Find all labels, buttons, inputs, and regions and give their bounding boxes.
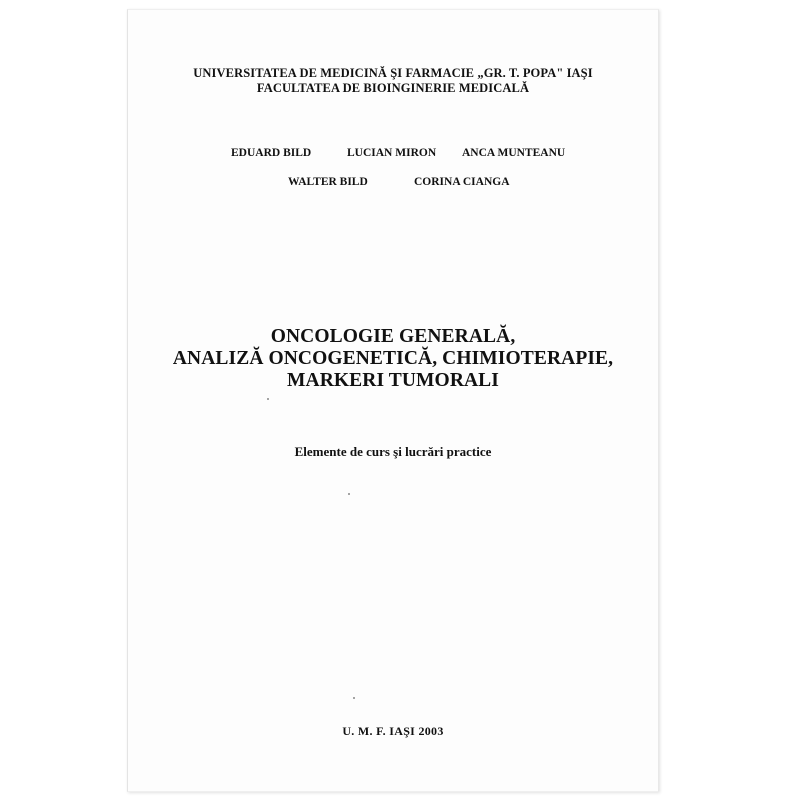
university-name: UNIVERSITATEA DE MEDICINĂ ŞI FARMACIE „GR. T. POPA" IAŞI	[193, 66, 593, 80]
publisher-imprint: U. M. F. IAŞI 2003	[342, 724, 444, 738]
paper-speck	[348, 493, 350, 495]
paper-speck	[353, 697, 355, 699]
author-name: WALTER BILD	[288, 176, 368, 188]
title-line-2: ANALIZĂ ONCOGENETICĂ, CHIMIOTERAPIE,	[172, 348, 614, 369]
title-line-1: ONCOLOGIE GENERALĂ,	[270, 326, 516, 347]
author-name: ANCA MUNTEANU	[462, 147, 566, 159]
author-name: EDUARD BILD	[231, 147, 312, 159]
book-subtitle: Elemente de curs şi lucrări practice	[294, 444, 492, 459]
document-page	[127, 9, 659, 792]
paper-speck	[267, 398, 269, 400]
author-name: CORINA CIANGA	[414, 176, 510, 188]
title-line-3: MARKERI TUMORALI	[287, 370, 499, 391]
faculty-name: FACULTATEA DE BIOINGINERIE MEDICALĂ	[256, 81, 530, 95]
institution-header	[128, 66, 658, 96]
author-name: LUCIAN MIRON	[347, 147, 437, 159]
book-title	[128, 326, 658, 392]
